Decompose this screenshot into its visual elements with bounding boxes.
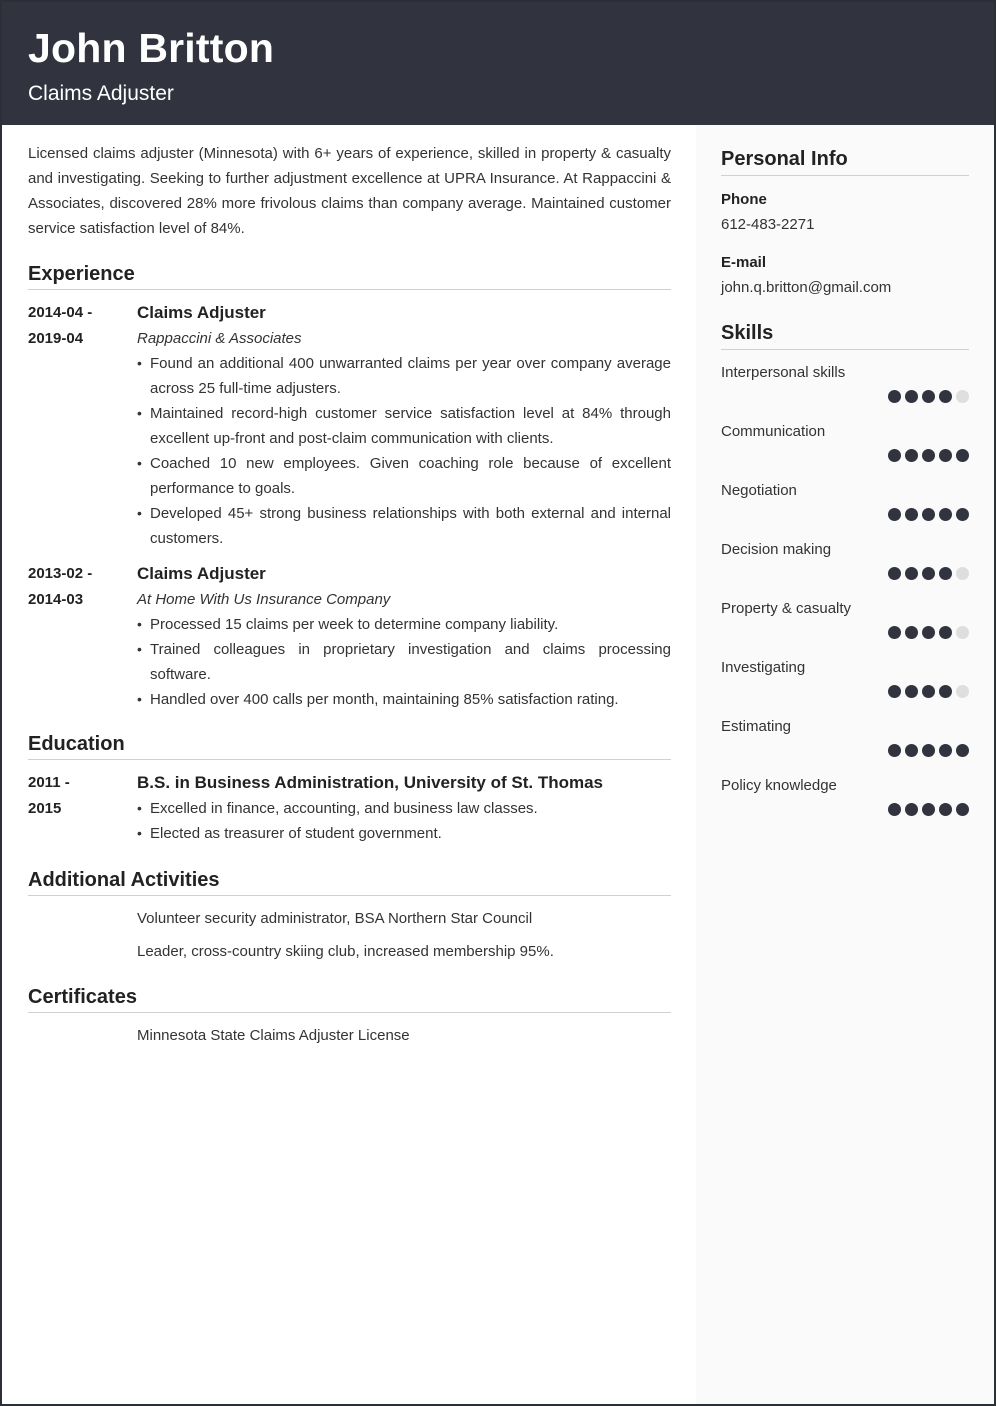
skill-item	[721, 363, 969, 422]
rating-dot-filled	[922, 508, 935, 521]
job-title: Claims Adjuster	[137, 564, 266, 583]
skill-rating	[888, 685, 969, 698]
job-bullets	[137, 351, 671, 551]
activities-list	[137, 906, 671, 964]
job-title: Claims Adjuster	[137, 303, 266, 322]
bullet-item: • Processed 15 claims per week to determine company liability.	[137, 612, 671, 637]
skill-rating	[888, 744, 969, 757]
education-entry	[28, 770, 671, 846]
rating-dot-filled	[888, 685, 901, 698]
email-label: E-mail	[721, 254, 767, 271]
summary-text: Licensed claims adjuster (Minnesota) with 6+ years of experience, skilled in property & casualty and investigating. Seeking to further adjustment excellence at UPRA Insurance. At Rappaccini & Associates, discovered 28% more frivolous claims than company average. Maintained customer service satisfaction level of 84%.	[28, 145, 671, 237]
rating-dot-empty	[956, 685, 969, 698]
rating-dot-filled	[905, 508, 918, 521]
rating-dot-filled	[922, 390, 935, 403]
experience-heading: Experience	[28, 262, 671, 290]
certificate-item: Minnesota State Claims Adjuster License	[137, 1027, 410, 1044]
candidate-title: Claims Adjuster	[28, 82, 174, 105]
skills-list	[721, 363, 969, 835]
rating-dot-filled	[888, 449, 901, 462]
skill-rating	[888, 390, 969, 403]
degree-title: B.S. in Business Administration, University of St. Thomas	[137, 773, 604, 792]
rating-dot-filled	[905, 390, 918, 403]
date-start: 2011 -	[28, 774, 70, 791]
date-end: 2014-03	[28, 591, 84, 608]
bullet-item: • Developed 45+ strong business relationships with both external and internal customers.	[137, 501, 671, 551]
rating-dot-filled	[939, 508, 952, 521]
education-dates	[28, 770, 128, 822]
sidebar	[696, 125, 994, 1406]
skill-name: Decision making	[721, 541, 832, 558]
main-column	[28, 125, 671, 1048]
date-end: 2015	[28, 800, 62, 817]
skill-item	[721, 540, 969, 599]
skill-item	[721, 422, 969, 481]
rating-dot-filled	[939, 449, 952, 462]
rating-dot-filled	[956, 449, 969, 462]
skill-item	[721, 481, 969, 540]
certificates-heading: Certificates	[28, 985, 671, 1013]
activity-item: Leader, cross-country skiing club, increased membership 95%.	[137, 943, 554, 960]
rating-dot-filled	[922, 685, 935, 698]
skill-name: Estimating	[721, 718, 792, 735]
rating-dot-filled	[905, 685, 918, 698]
skill-item	[721, 717, 969, 776]
skill-name: Negotiation	[721, 482, 797, 499]
rating-dot-filled	[905, 567, 918, 580]
education-heading: Education	[28, 732, 671, 760]
skill-name: Property & casualty	[721, 600, 852, 617]
rating-dot-filled	[939, 626, 952, 639]
skill-rating	[888, 803, 969, 816]
rating-dot-empty	[956, 567, 969, 580]
rating-dot-filled	[922, 449, 935, 462]
experience-entry	[28, 561, 671, 712]
certificates-section	[28, 985, 671, 1048]
bullet-item: • Elected as treasurer of student government.	[137, 821, 671, 846]
skill-item	[721, 658, 969, 717]
rating-dot-filled	[905, 626, 918, 639]
rating-dot-filled	[905, 803, 918, 816]
skill-item	[721, 599, 969, 658]
rating-dot-filled	[922, 626, 935, 639]
rating-dot-filled	[956, 744, 969, 757]
rating-dot-filled	[905, 744, 918, 757]
bullet-item: • Handled over 400 calls per month, maintaining 85% satisfaction rating.	[137, 687, 671, 712]
rating-dot-filled	[888, 803, 901, 816]
rating-dot-empty	[956, 390, 969, 403]
skill-name: Interpersonal skills	[721, 364, 846, 381]
education-section	[28, 732, 671, 846]
rating-dot-filled	[888, 744, 901, 757]
skill-rating	[888, 626, 969, 639]
experience-entry	[28, 300, 671, 551]
experience-content	[137, 300, 671, 551]
phone-value: 612-483-2271	[721, 216, 815, 233]
rating-dot-filled	[922, 567, 935, 580]
bullet-item: • Found an additional 400 unwarranted claims per year over company average across 25 full-time adjusters.	[137, 351, 671, 401]
certificates-list	[137, 1023, 671, 1048]
skill-name: Communication	[721, 423, 826, 440]
activities-section	[28, 868, 671, 964]
rating-dot-filled	[905, 449, 918, 462]
skill-rating	[888, 508, 969, 521]
date-start: 2014-04 -	[28, 304, 93, 321]
bullet-item: • Maintained record-high customer service satisfaction level at 84% through excellent up-front and post-claim communication with clients.	[137, 401, 671, 451]
rating-dot-filled	[888, 626, 901, 639]
activity-item: Volunteer security administrator, BSA Northern Star Council	[137, 910, 533, 927]
experience-dates	[28, 300, 128, 352]
experience-section	[28, 262, 671, 712]
rating-dot-filled	[888, 567, 901, 580]
rating-dot-filled	[939, 803, 952, 816]
activities-heading: Additional Activities	[28, 868, 671, 896]
education-bullets	[137, 796, 671, 846]
rating-dot-filled	[888, 508, 901, 521]
job-bullets	[137, 612, 671, 712]
date-start: 2013-02 -	[28, 565, 93, 582]
rating-dot-filled	[939, 567, 952, 580]
bullet-item: • Excelled in finance, accounting, and business law classes.	[137, 796, 671, 821]
rating-dot-filled	[888, 390, 901, 403]
rating-dot-filled	[939, 390, 952, 403]
rating-dot-filled	[956, 508, 969, 521]
skill-rating	[888, 567, 969, 580]
rating-dot-filled	[956, 803, 969, 816]
rating-dot-filled	[939, 685, 952, 698]
experience-content	[137, 561, 671, 712]
experience-dates	[28, 561, 128, 613]
company-name: Rappaccini & Associates	[137, 330, 302, 347]
education-content	[137, 770, 671, 846]
company-name: At Home With Us Insurance Company	[137, 591, 391, 608]
rating-dot-filled	[922, 803, 935, 816]
phone-label: Phone	[721, 191, 767, 208]
bullet-item: • Coached 10 new employees. Given coaching role because of excellent performance to goals.	[137, 451, 671, 501]
personal-info-section	[721, 147, 969, 835]
skill-name: Policy knowledge	[721, 777, 837, 794]
bullet-item: • Trained colleagues in proprietary investigation and claims processing software.	[137, 637, 671, 687]
rating-dot-filled	[922, 744, 935, 757]
resume-header	[2, 2, 994, 125]
skills-heading: Skills	[721, 321, 969, 350]
personal-info-heading: Personal Info	[721, 147, 969, 176]
skill-item	[721, 776, 969, 835]
email-value: john.q.britton@gmail.com	[721, 279, 892, 296]
skill-rating	[888, 449, 969, 462]
rating-dot-filled	[939, 744, 952, 757]
rating-dot-empty	[956, 626, 969, 639]
skill-name: Investigating	[721, 659, 806, 676]
date-end: 2019-04	[28, 330, 84, 347]
candidate-name: John Britton	[28, 25, 275, 71]
